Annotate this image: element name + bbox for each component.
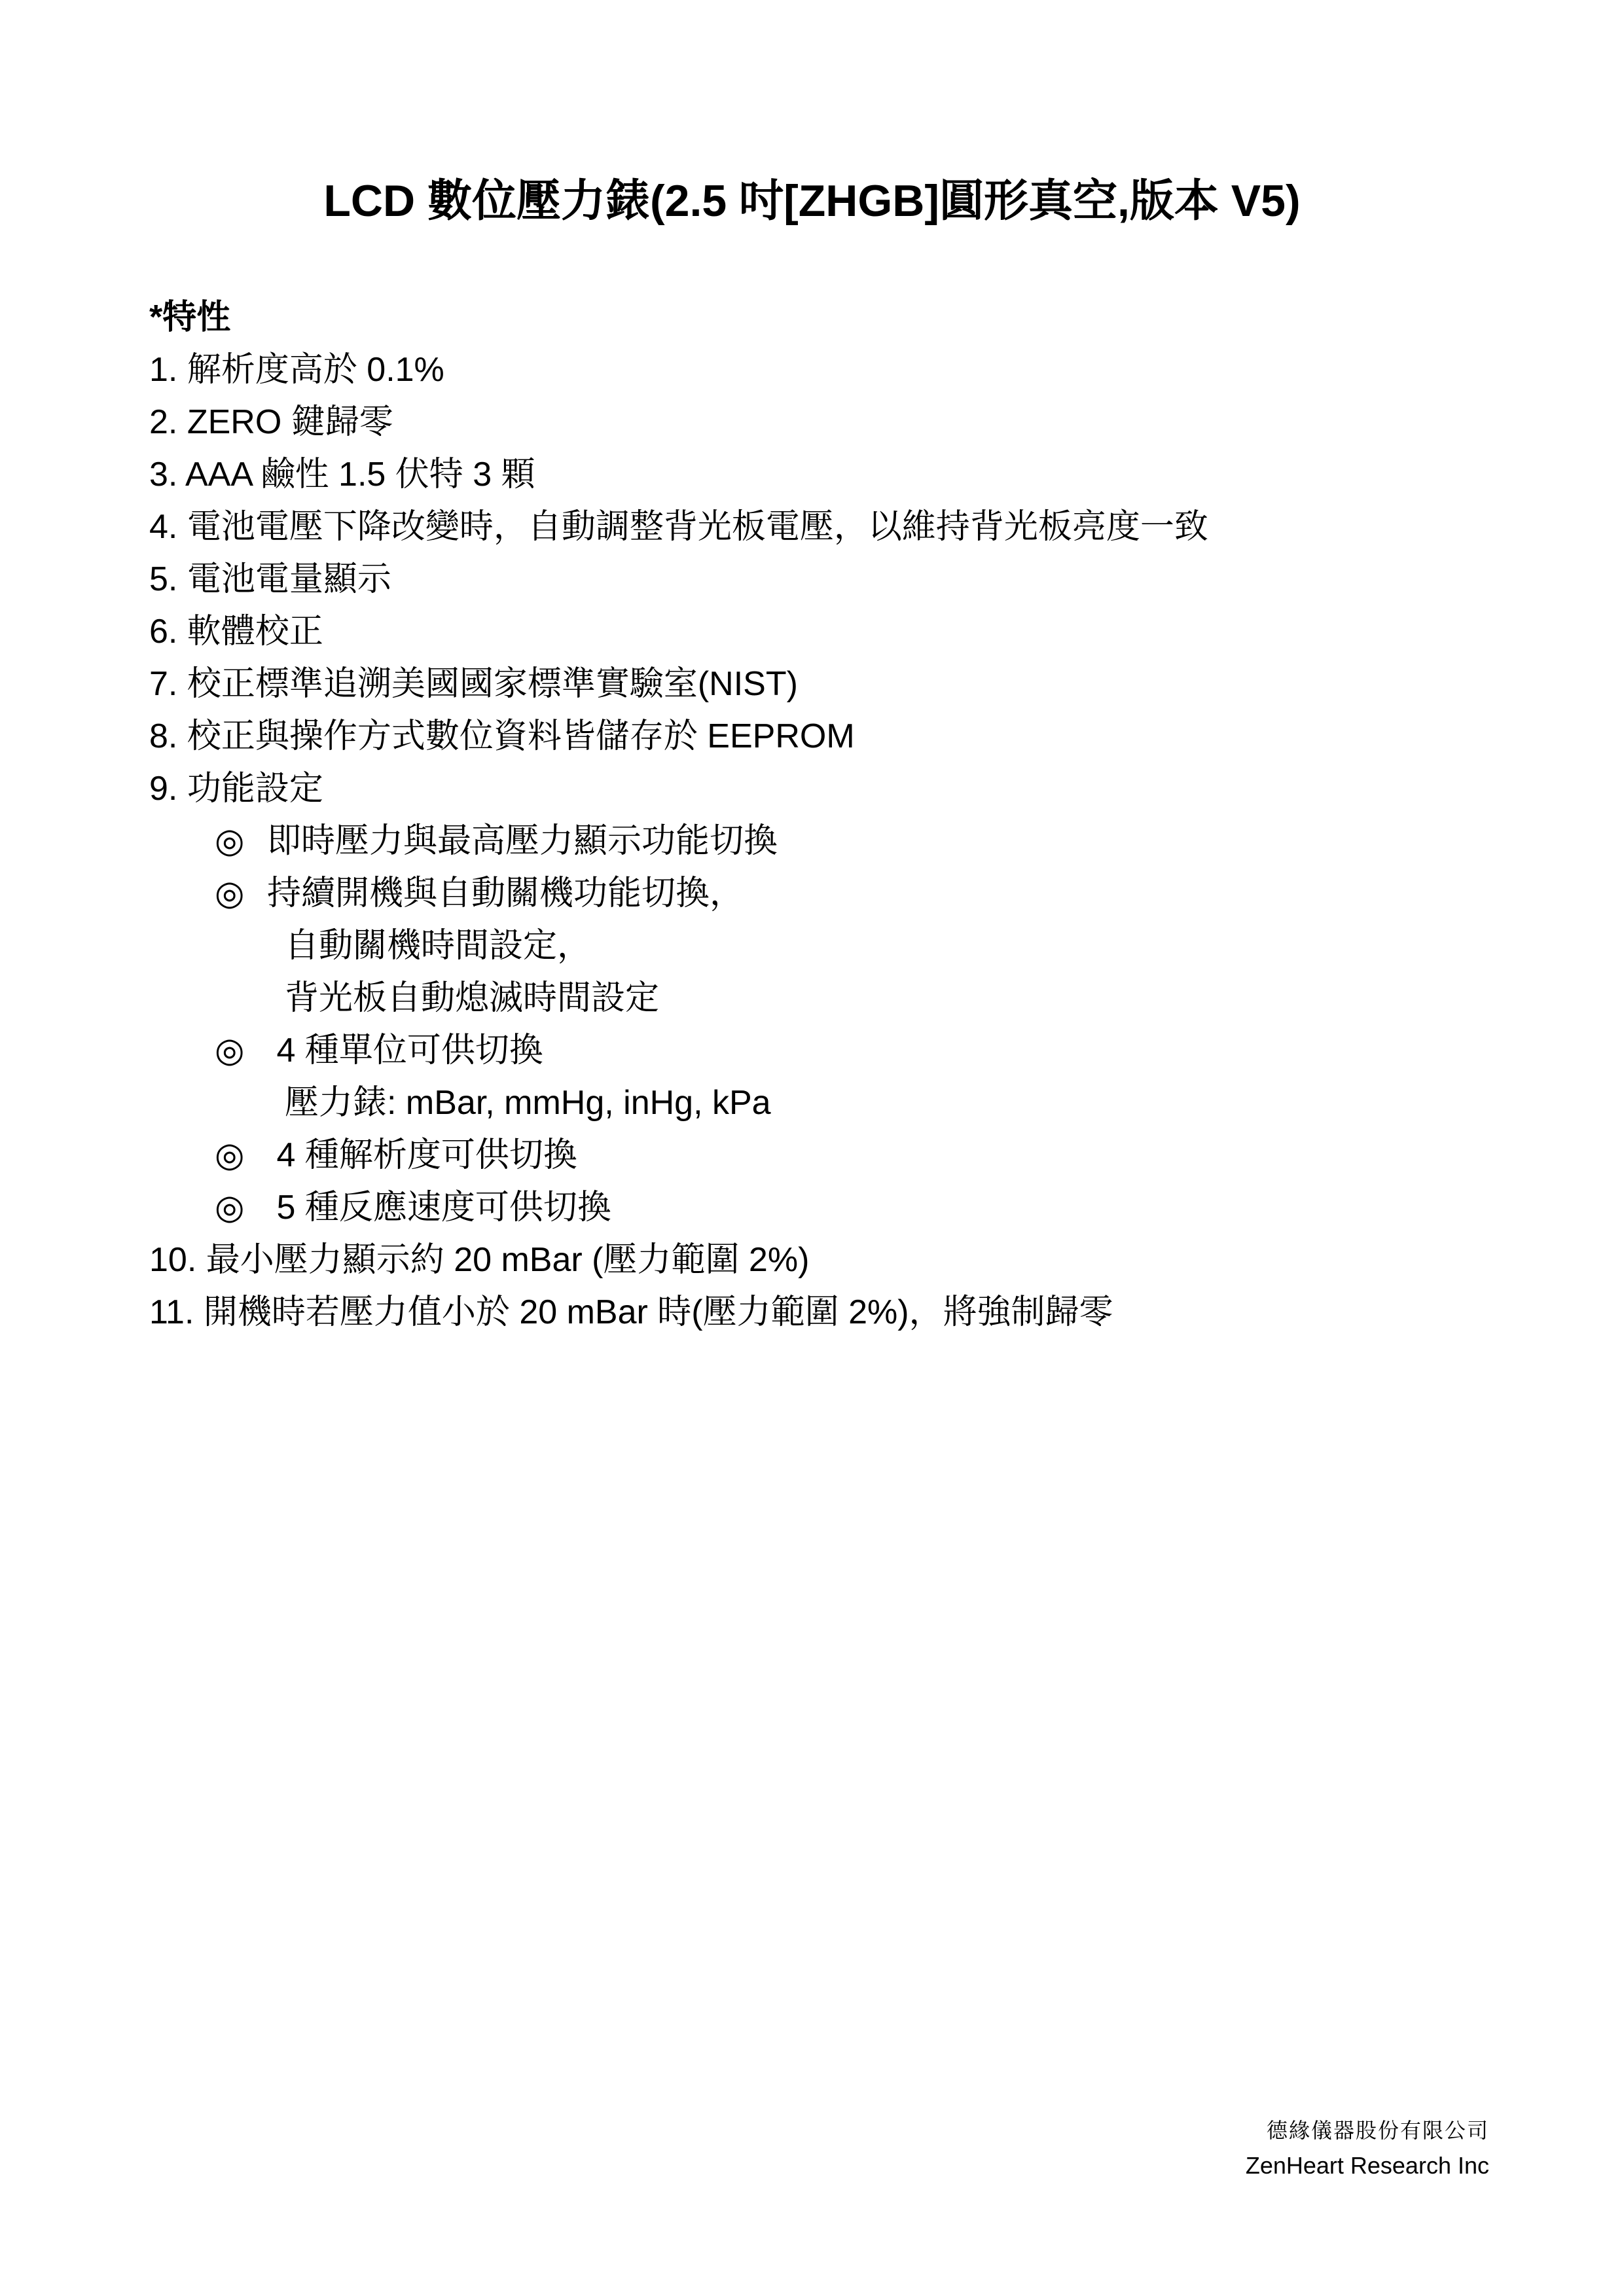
feature-item-5 [149, 553, 1524, 605]
feature-text: ZERO 鍵歸零 [177, 403, 393, 441]
feature-item-11 [149, 1286, 1524, 1338]
feature-text: 開機時若壓力值小於 20 mBar 時(壓力範圍 2%)，將強制歸零 [194, 1293, 1113, 1331]
features-heading: *特性 [149, 298, 231, 336]
function-setting-realtime-peak [149, 815, 1524, 867]
function-setting-unit-list: 壓力錶: mBar, mmHg, inHg, kPa [285, 1084, 771, 1122]
function-setting-resolution [149, 1129, 1524, 1181]
feature-item-4 [149, 501, 1524, 553]
function-setting-power-mode [149, 867, 1524, 920]
company-name-english: ZenHeart Research Inc [1245, 2152, 1489, 2179]
feature-number: 4. [149, 508, 178, 546]
feature-item-8 [149, 710, 1524, 762]
company-name-chinese: 德緣儀器股份有限公司 [1266, 2118, 1489, 2143]
feature-text: 電池電量顯示 [177, 560, 391, 598]
function-setting-auto-off-time: 自動關機時間設定， [285, 927, 592, 965]
feature-number: 1. [149, 351, 178, 389]
feature-item-6 [149, 605, 1524, 658]
feature-number: 11. [149, 1293, 194, 1331]
feature-item-2 [149, 396, 1524, 448]
feature-text: 最小壓力顯示約 20 mBar (壓力範圍 2%) [196, 1241, 810, 1279]
feature-number: 5. [149, 560, 178, 598]
feature-text: 校正標準追溯美國國家標準實驗室(NIST) [177, 665, 798, 703]
feature-number: 6. [149, 613, 178, 651]
feature-number: 2. [149, 403, 178, 441]
feature-number: 10. [149, 1241, 197, 1279]
feature-text: 功能設定 [177, 770, 323, 808]
function-setting-text: 即時壓力與最高壓力顯示功能切換 [267, 822, 778, 860]
function-setting-text: 4 種單位可供切換 [267, 1031, 543, 1069]
double-circle-bullet-icon: ◎ [215, 1031, 245, 1069]
feature-item-1 [149, 344, 1524, 396]
feature-number: 8. [149, 717, 178, 755]
feature-text: 電池電壓下降改變時，自動調整背光板電壓，以維持背光板亮度一致 [177, 508, 1208, 546]
function-setting-response-speed [149, 1181, 1524, 1234]
feature-text: 解析度高於 0.1% [177, 351, 444, 389]
double-circle-bullet-icon: ◎ [215, 822, 245, 860]
feature-item-9 [149, 762, 1524, 815]
feature-text: AAA 鹼性 1.5 伏特 3 顆 [177, 456, 535, 493]
feature-item-7 [149, 658, 1524, 710]
document-title: LCD 數位壓力錶(2.5 吋[ZHGB]圓形真空,版本 V5) [323, 176, 1301, 226]
features-section [149, 291, 1524, 1338]
function-setting-text: 持續開機與自動關機功能切換， [267, 874, 744, 912]
feature-item-10 [149, 1234, 1524, 1286]
double-circle-bullet-icon: ◎ [215, 1136, 245, 1174]
feature-text: 校正與操作方式數位資料皆儲存於 EEPROM [177, 717, 855, 755]
feature-number: 9. [149, 770, 178, 808]
feature-text: 軟體校正 [177, 613, 323, 651]
double-circle-bullet-icon: ◎ [215, 874, 245, 912]
feature-item-3 [149, 448, 1524, 501]
feature-number: 7. [149, 665, 178, 703]
function-setting-text: 5 種反應速度可供切換 [267, 1189, 611, 1227]
function-setting-backlight-time: 背光板自動熄滅時間設定 [285, 979, 660, 1017]
function-setting-text: 4 種解析度可供切換 [267, 1136, 577, 1174]
function-setting-units [149, 1024, 1524, 1077]
company-footer [1246, 2113, 1489, 2183]
feature-number: 3. [149, 456, 178, 493]
double-circle-bullet-icon: ◎ [215, 1189, 245, 1227]
